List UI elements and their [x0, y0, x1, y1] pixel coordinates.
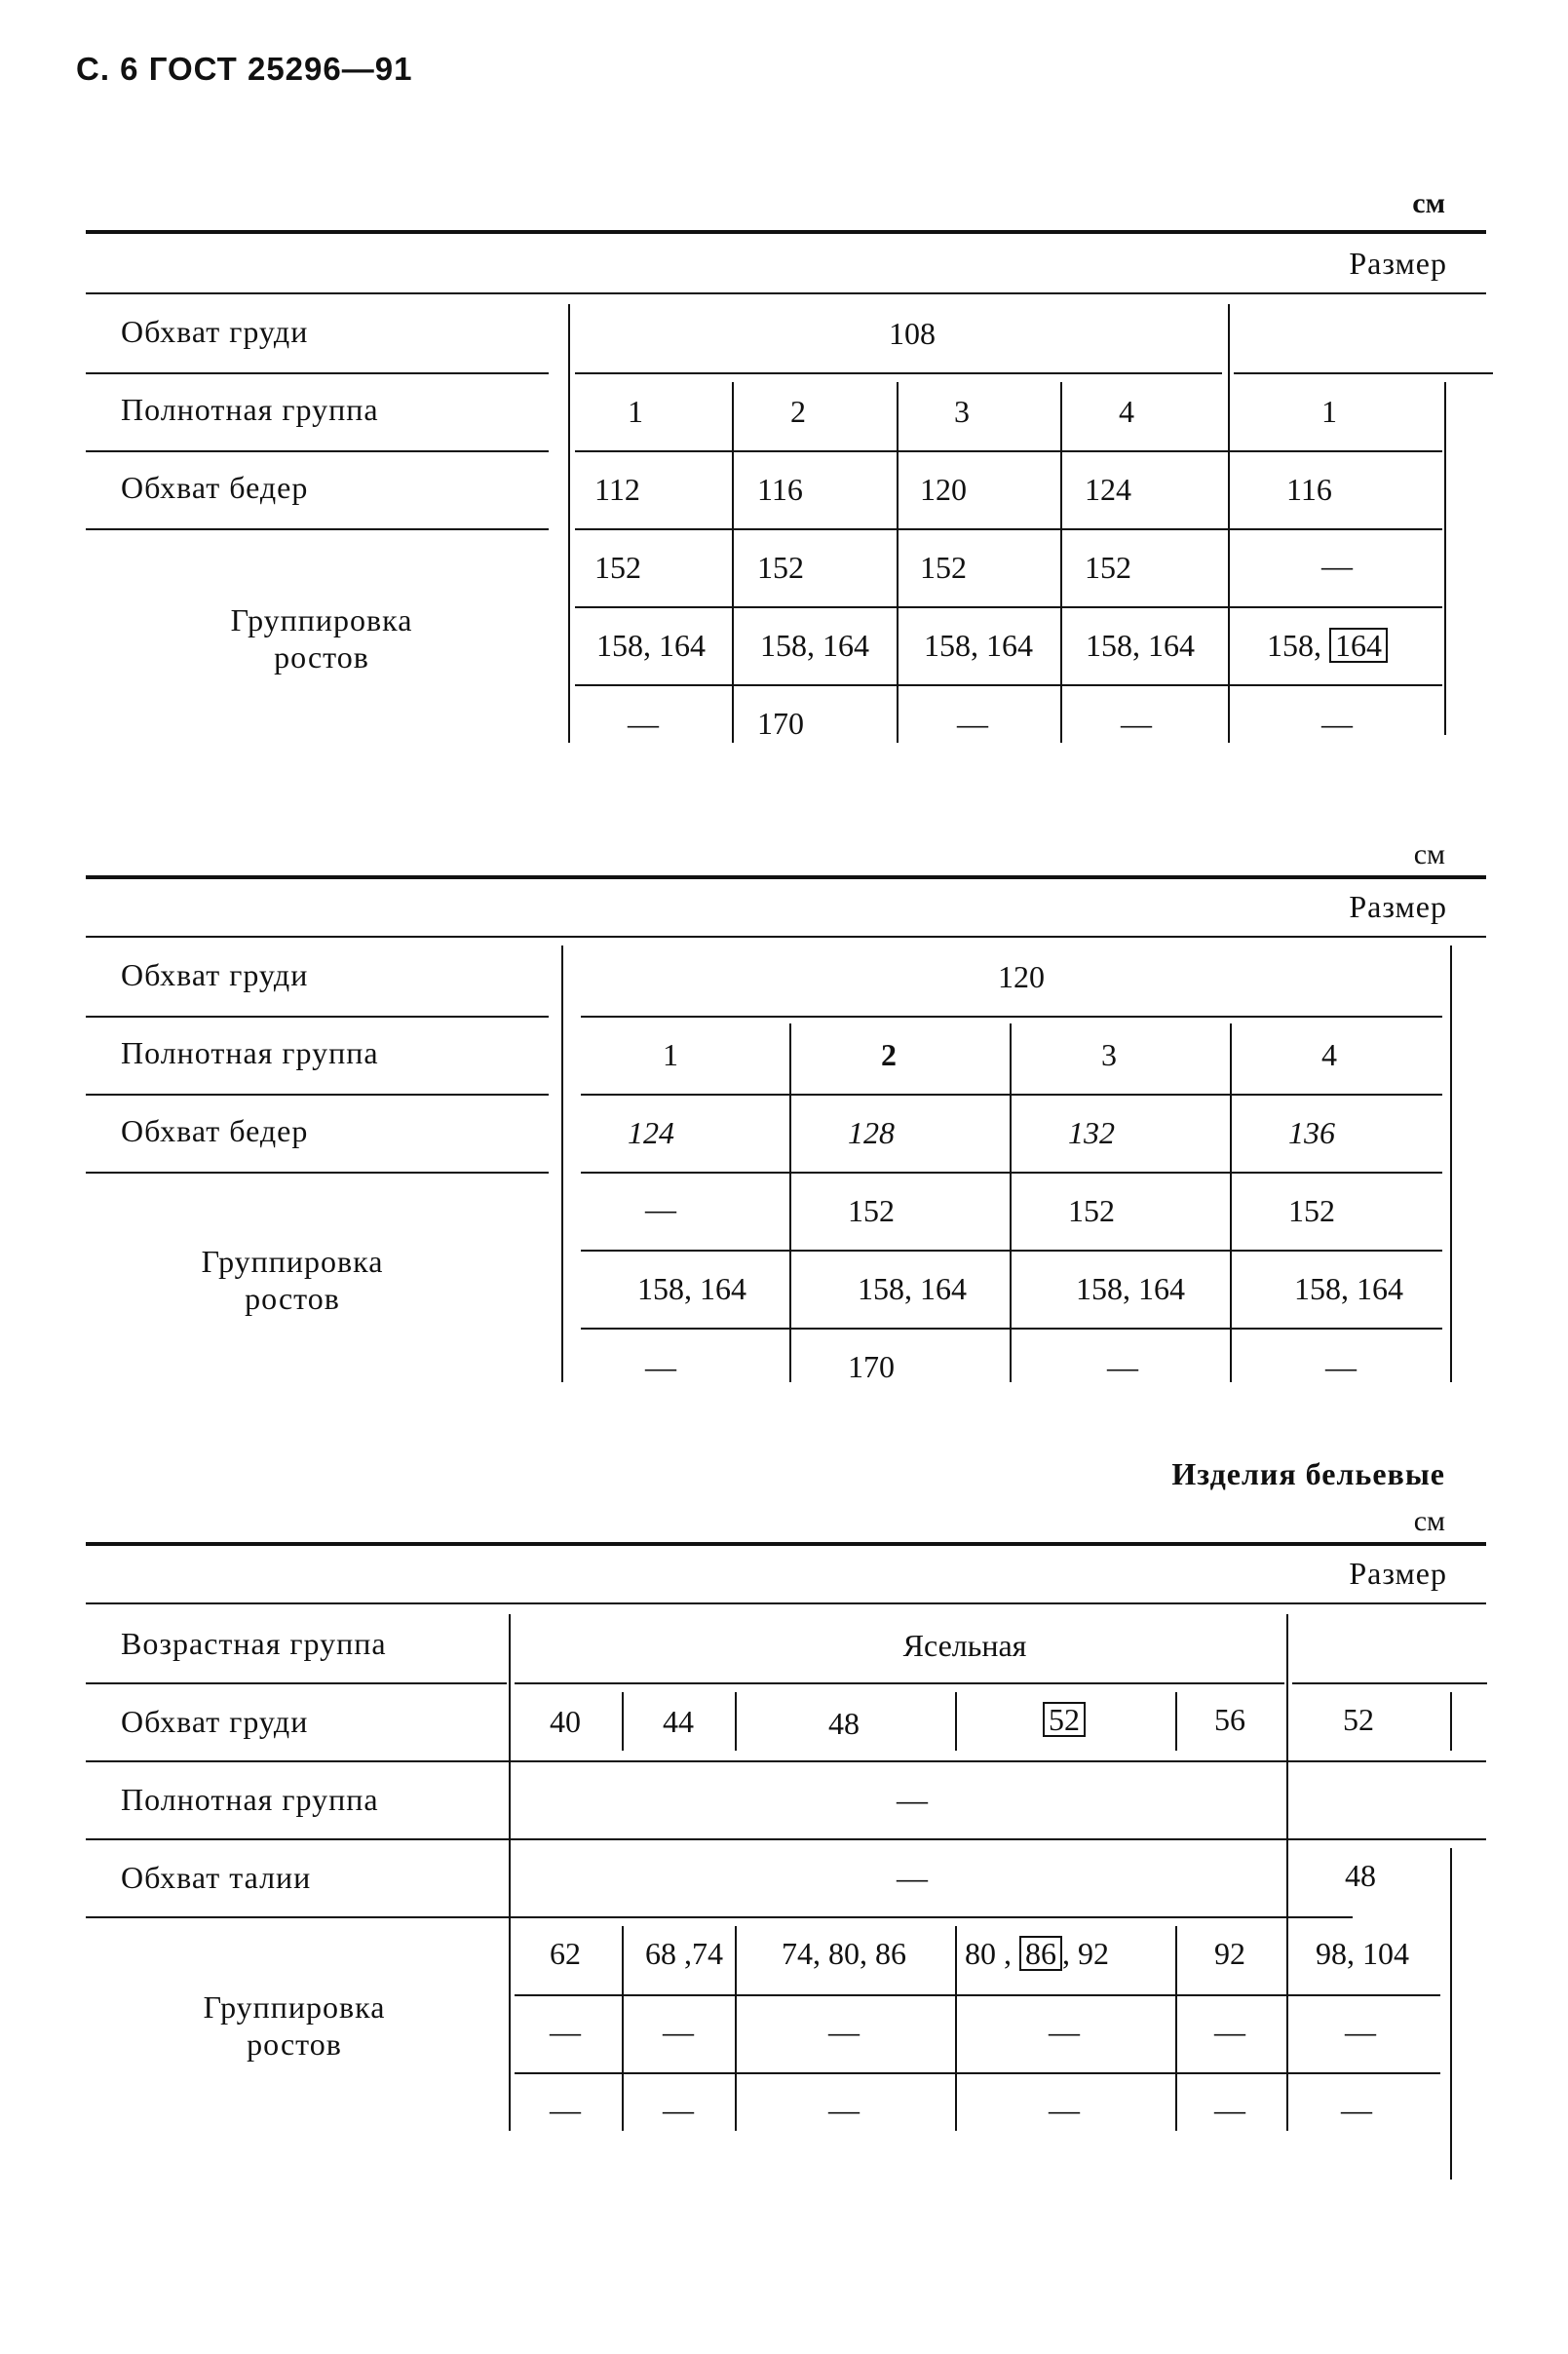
height-cell: 170: [757, 706, 804, 741]
height-cell: —: [1321, 548, 1353, 583]
fullness-cell: 4: [1119, 394, 1134, 429]
highlighted-value: 164: [1329, 628, 1388, 663]
divider: [86, 450, 549, 452]
height-cell: 152: [1288, 1193, 1335, 1228]
divider: [622, 1692, 624, 1751]
height-cell: 68 ,74: [645, 1936, 723, 1971]
height-cell: —: [1214, 2092, 1245, 2127]
row-label-fullness: Полнотная группа: [121, 1035, 379, 1070]
page-header: С. 6 ГОСТ 25296—91: [76, 51, 413, 87]
divider: [515, 2072, 1440, 2074]
chest-cell: [1043, 1700, 1086, 1739]
fullness-cell: 1: [663, 1037, 678, 1072]
unit-label: см: [1412, 187, 1445, 219]
divider: [1450, 1848, 1452, 2180]
divider: [86, 875, 1486, 879]
row-label-heights-line1: Группировка: [201, 1244, 384, 1279]
chest-value: 120: [998, 959, 1045, 994]
divider: [1175, 1926, 1177, 2131]
row-label-chest: Обхват груди: [121, 314, 309, 349]
divider: [735, 1926, 737, 2131]
height-cell: 152: [848, 1193, 895, 1228]
row-label-heights-line1: Группировка: [203, 1989, 386, 2025]
hips-cell: 132: [1068, 1115, 1115, 1150]
divider: [622, 1926, 624, 2131]
height-cell: —: [663, 2014, 694, 2049]
row-label-hips: Обхват бедер: [121, 1113, 309, 1148]
height-cell: —: [1049, 2014, 1080, 2049]
divider: [561, 945, 563, 1382]
divider: [575, 528, 1442, 530]
divider: [955, 1692, 957, 1751]
divider: [86, 1172, 549, 1174]
height-cell: —: [1341, 2092, 1372, 2127]
hips-cell: 124: [628, 1115, 674, 1150]
divider: [581, 1172, 1442, 1174]
divider: [1450, 1692, 1452, 1751]
divider: [735, 1692, 737, 1751]
height-cell: —: [645, 1349, 676, 1384]
height-cell: 98, 104: [1316, 1936, 1409, 1971]
divider: [86, 528, 549, 530]
divider: [515, 1994, 1440, 1996]
divider: [581, 1250, 1442, 1252]
chest-value: 108: [889, 316, 936, 351]
row-label-chest: Обхват груди: [121, 1704, 309, 1739]
divider: [86, 292, 1486, 294]
chest-cell: 44: [663, 1704, 694, 1739]
divider: [575, 372, 1222, 374]
height-cell: —: [1325, 1349, 1357, 1384]
hips-cell: 120: [920, 472, 967, 507]
hips-cell: 116: [757, 472, 803, 507]
divider: [86, 1542, 1486, 1546]
unit-label: см: [1413, 838, 1445, 870]
hips-cell: 112: [594, 472, 640, 507]
row-label-heights-line1: Группировка: [230, 602, 413, 637]
divider: [1228, 304, 1230, 743]
height-cell-prefix: 158,: [1267, 628, 1329, 663]
divider: [1450, 945, 1452, 1382]
fullness-cell: 3: [1101, 1037, 1117, 1072]
height-cell: 170: [848, 1349, 895, 1384]
divider: [86, 1916, 1353, 1918]
row-label-heights-line2: ростов: [245, 1281, 340, 1316]
waist-value: 48: [1345, 1858, 1376, 1893]
size-label: Размер: [1349, 889, 1447, 924]
row-label-heights: [195, 601, 448, 675]
divider: [732, 382, 734, 743]
divider: [1175, 1692, 1177, 1751]
fullness-cell: 4: [1321, 1037, 1337, 1072]
height-cell-prefix: 80 ,: [965, 1936, 1019, 1971]
height-cell: 158, 164: [858, 1271, 967, 1306]
divider: [86, 1838, 1486, 1840]
height-cell: —: [1214, 2014, 1245, 2049]
height-cell: —: [957, 706, 988, 741]
highlighted-value: 86: [1019, 1936, 1062, 1971]
row-label-heights-line2: ростов: [247, 2026, 342, 2062]
fullness-value: —: [897, 1782, 928, 1817]
height-cell: 62: [550, 1936, 581, 1971]
height-cell: —: [1049, 2092, 1080, 2127]
row-label-heights: [166, 1243, 419, 1317]
divider: [86, 1094, 549, 1096]
divider: [86, 230, 1486, 234]
divider: [575, 684, 1442, 686]
highlighted-value: 52: [1043, 1702, 1086, 1737]
row-label-waist: Обхват талии: [121, 1860, 312, 1895]
height-cell: 152: [594, 550, 641, 585]
height-cell: [1267, 626, 1388, 665]
row-label-fullness: Полнотная группа: [121, 1782, 379, 1817]
height-cell: 158, 164: [1294, 1271, 1403, 1306]
divider: [86, 1602, 1486, 1604]
size-label: Размер: [1349, 1556, 1447, 1591]
hips-cell: 128: [848, 1115, 895, 1150]
height-cell: —: [550, 2092, 581, 2127]
height-cell: —: [1321, 706, 1353, 741]
fullness-cell: 2: [881, 1037, 897, 1072]
fullness-cell: 1: [628, 394, 643, 429]
hips-cell: 136: [1288, 1115, 1335, 1150]
divider: [86, 936, 1486, 938]
divider: [86, 1682, 507, 1684]
height-cell: —: [1345, 2014, 1376, 2049]
height-cell: 158, 164: [760, 628, 869, 663]
divider: [897, 382, 899, 743]
divider: [1234, 372, 1493, 374]
height-cell: —: [828, 2014, 860, 2049]
chest-cell: 56: [1214, 1702, 1245, 1737]
size-label: Размер: [1349, 246, 1447, 281]
height-cell: 158, 164: [1086, 628, 1195, 663]
divider: [1292, 1682, 1487, 1684]
waist-value: —: [897, 1860, 928, 1895]
height-cell: —: [645, 1191, 676, 1226]
height-cell: 158, 164: [1076, 1271, 1185, 1306]
divider: [1444, 382, 1446, 735]
hips-cell: 116: [1286, 472, 1332, 507]
row-label-hips: Обхват бедер: [121, 470, 309, 505]
unit-label: см: [1413, 1505, 1445, 1537]
divider: [86, 372, 549, 374]
chest-cell: 52: [1343, 1702, 1374, 1737]
height-cell: —: [1107, 1349, 1138, 1384]
height-cell: —: [550, 2014, 581, 2049]
fullness-cell: 2: [790, 394, 806, 429]
height-cell: 152: [920, 550, 967, 585]
row-label-fullness: Полнотная группа: [121, 392, 379, 427]
divider: [1286, 1614, 1288, 2131]
divider: [568, 304, 570, 743]
height-cell: 74, 80, 86: [782, 1936, 906, 1971]
height-cell: 158, 164: [596, 628, 706, 663]
age-value: Ясельная: [902, 1628, 1027, 1663]
row-label-chest: Обхват груди: [121, 957, 309, 992]
divider: [575, 606, 1442, 608]
divider: [86, 1016, 549, 1018]
height-cell: [965, 1934, 1109, 1973]
fullness-cell: 1: [1321, 394, 1337, 429]
row-label-heights: [168, 1988, 421, 2063]
chest-cell: 40: [550, 1704, 581, 1739]
height-cell: 158, 164: [637, 1271, 746, 1306]
height-cell: —: [828, 2092, 860, 2127]
divider: [575, 450, 1442, 452]
height-cell: 158, 164: [924, 628, 1033, 663]
divider: [581, 1094, 1442, 1096]
divider: [1060, 382, 1062, 743]
divider: [581, 1328, 1442, 1330]
height-cell: 152: [757, 550, 804, 585]
row-label-heights-line2: ростов: [274, 639, 369, 675]
height-cell: 152: [1085, 550, 1131, 585]
height-cell: 92: [1214, 1936, 1245, 1971]
height-cell: —: [1121, 706, 1152, 741]
divider: [955, 1926, 957, 2131]
row-label-age: Возрастная группа: [121, 1626, 387, 1661]
height-cell: 152: [1068, 1193, 1115, 1228]
height-cell: —: [663, 2092, 694, 2127]
chest-cell: 48: [828, 1706, 860, 1741]
divider: [515, 1682, 1284, 1684]
fullness-cell: 3: [954, 394, 970, 429]
divider: [86, 1760, 1486, 1762]
divider: [581, 1016, 1442, 1018]
divider: [509, 1614, 511, 2131]
section-title: Изделия бельевые: [1171, 1456, 1445, 1491]
height-cell: —: [628, 706, 659, 741]
hips-cell: 124: [1085, 472, 1131, 507]
height-cell-suffix: , 92: [1062, 1936, 1109, 1971]
